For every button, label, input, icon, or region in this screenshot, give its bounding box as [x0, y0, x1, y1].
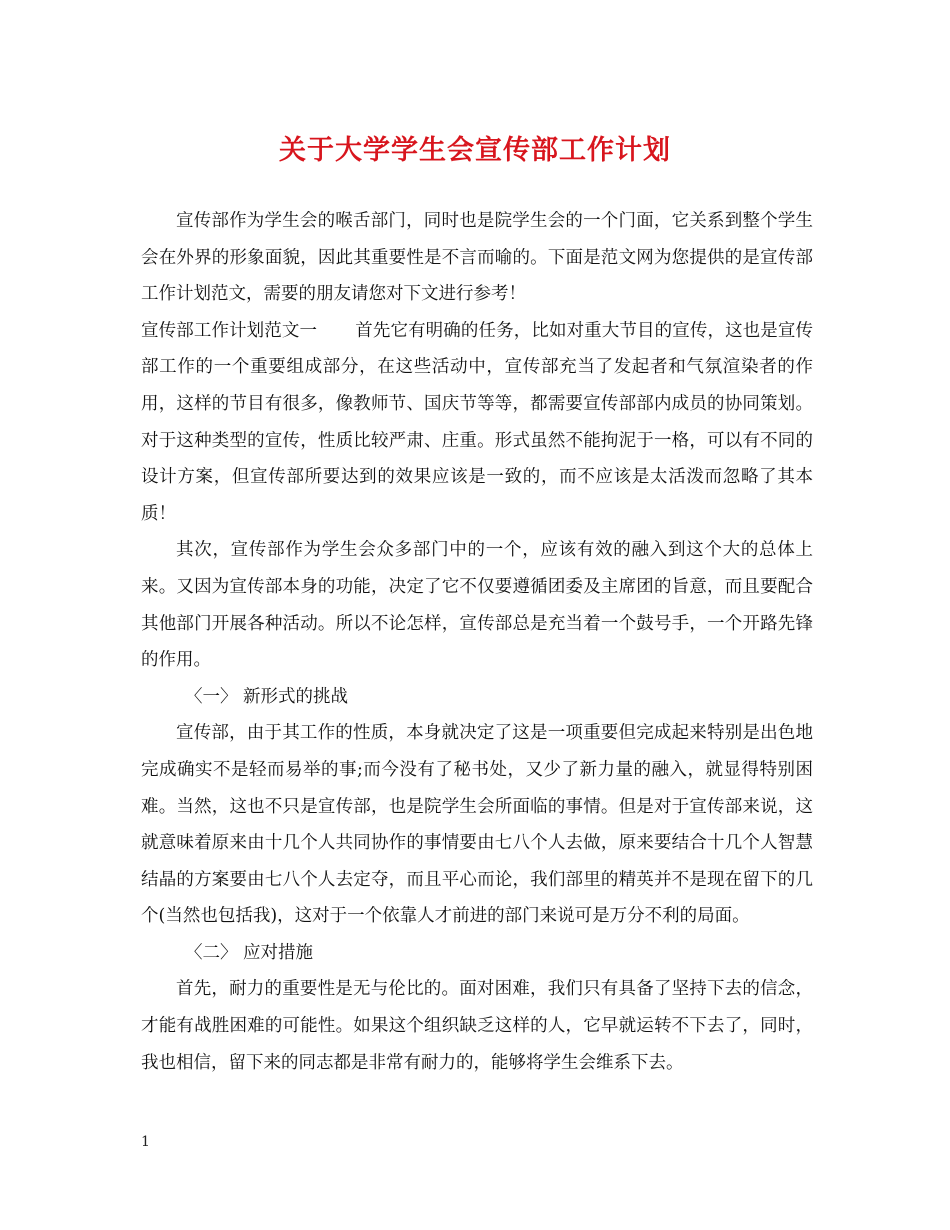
document-body	[141, 203, 813, 1081]
subheading-2	[141, 935, 813, 972]
subheading-1-number: 〈一〉	[185, 686, 238, 707]
intro-paragraph: 宣传部作为学生会的喉舌部门，同时也是院学生会的一个门面，它关系到整个学生会在外界的形象面貌，因此其重要性是不言而喻的。下面是范文网为您提供的是宣传部工作计划范文，需要的朋友请您对下文进行参考！	[141, 211, 813, 305]
section-label: 宣传部工作计划范文一	[141, 320, 318, 341]
paragraph-1: 首先它有明确的任务，比如对重大节目的宣传，这也是宣传部工作的一个重要组成部分，在这些活动中，宣传部充当了发起者和气氛渲染者的作用，这样的节目有很多，像教师节、国庆节等等，都需要宣传部部内成员的协同策划。对于这种类型的宣传，性质比较严肃、庄重。形式虽然不能拘泥于一格，可以有不同的设计方案，但宣传部所要达到的效果应该是一致的，而不应该是太活泼而忽略了其本质！	[141, 320, 814, 524]
document-title: 关于大学学生会宣传部工作计划	[279, 135, 671, 166]
paragraph-2: 其次，宣传部作为学生会众多部门中的一个，应该有效的融入到这个大的总体上来。又因为宣传部本身的功能，决定了它不仅要遵循团委及主席团的旨意，而且要配合其他部门开展各种活动。所以不论怎样，宣传部总是充当着一个鼓号手，一个开路先锋的作用。	[141, 540, 813, 671]
paragraph-4: 首先，耐力的重要性是无与伦比的。面对困难，我们只有具备了坚持下去的信念，才能有战胜困难的可能性。如果这个组织缺乏这样的人，它早就运转不下去了，同时，我也相信，留下来的同志都是非常有耐力的，能够将学生会维系下去。	[141, 979, 813, 1073]
page-number: 1	[141, 1134, 150, 1150]
subheading-1	[141, 679, 813, 716]
subheading-2-number: 〈二〉	[185, 942, 238, 963]
section-paragraph	[141, 313, 813, 533]
subheading-1-title: 新形式的挑战	[243, 686, 348, 707]
paragraph-3: 宣传部，由于其工作的性质，本身就决定了这是一项重要但完成起来特别是出色地完成确实不是轻而易举的事;而今没有了秘书处，又少了新力量的融入，就显得特别困难。当然，这也不只是宣传部，也是院学生会所面临的事情。但是对于宣传部来说，这就意味着原来由十几个人共同协作的事情要由七八个人去做，原来要结合十几个人智慧结晶的方案要由七八个人去定夺，而且平心而论，我们部里的精英并不是现在留下的几个(当然也包括我)，这对于一个依靠人才前进的部门来说可是万分不利的局面。	[141, 723, 813, 927]
subheading-2-title: 应对措施	[243, 942, 313, 963]
